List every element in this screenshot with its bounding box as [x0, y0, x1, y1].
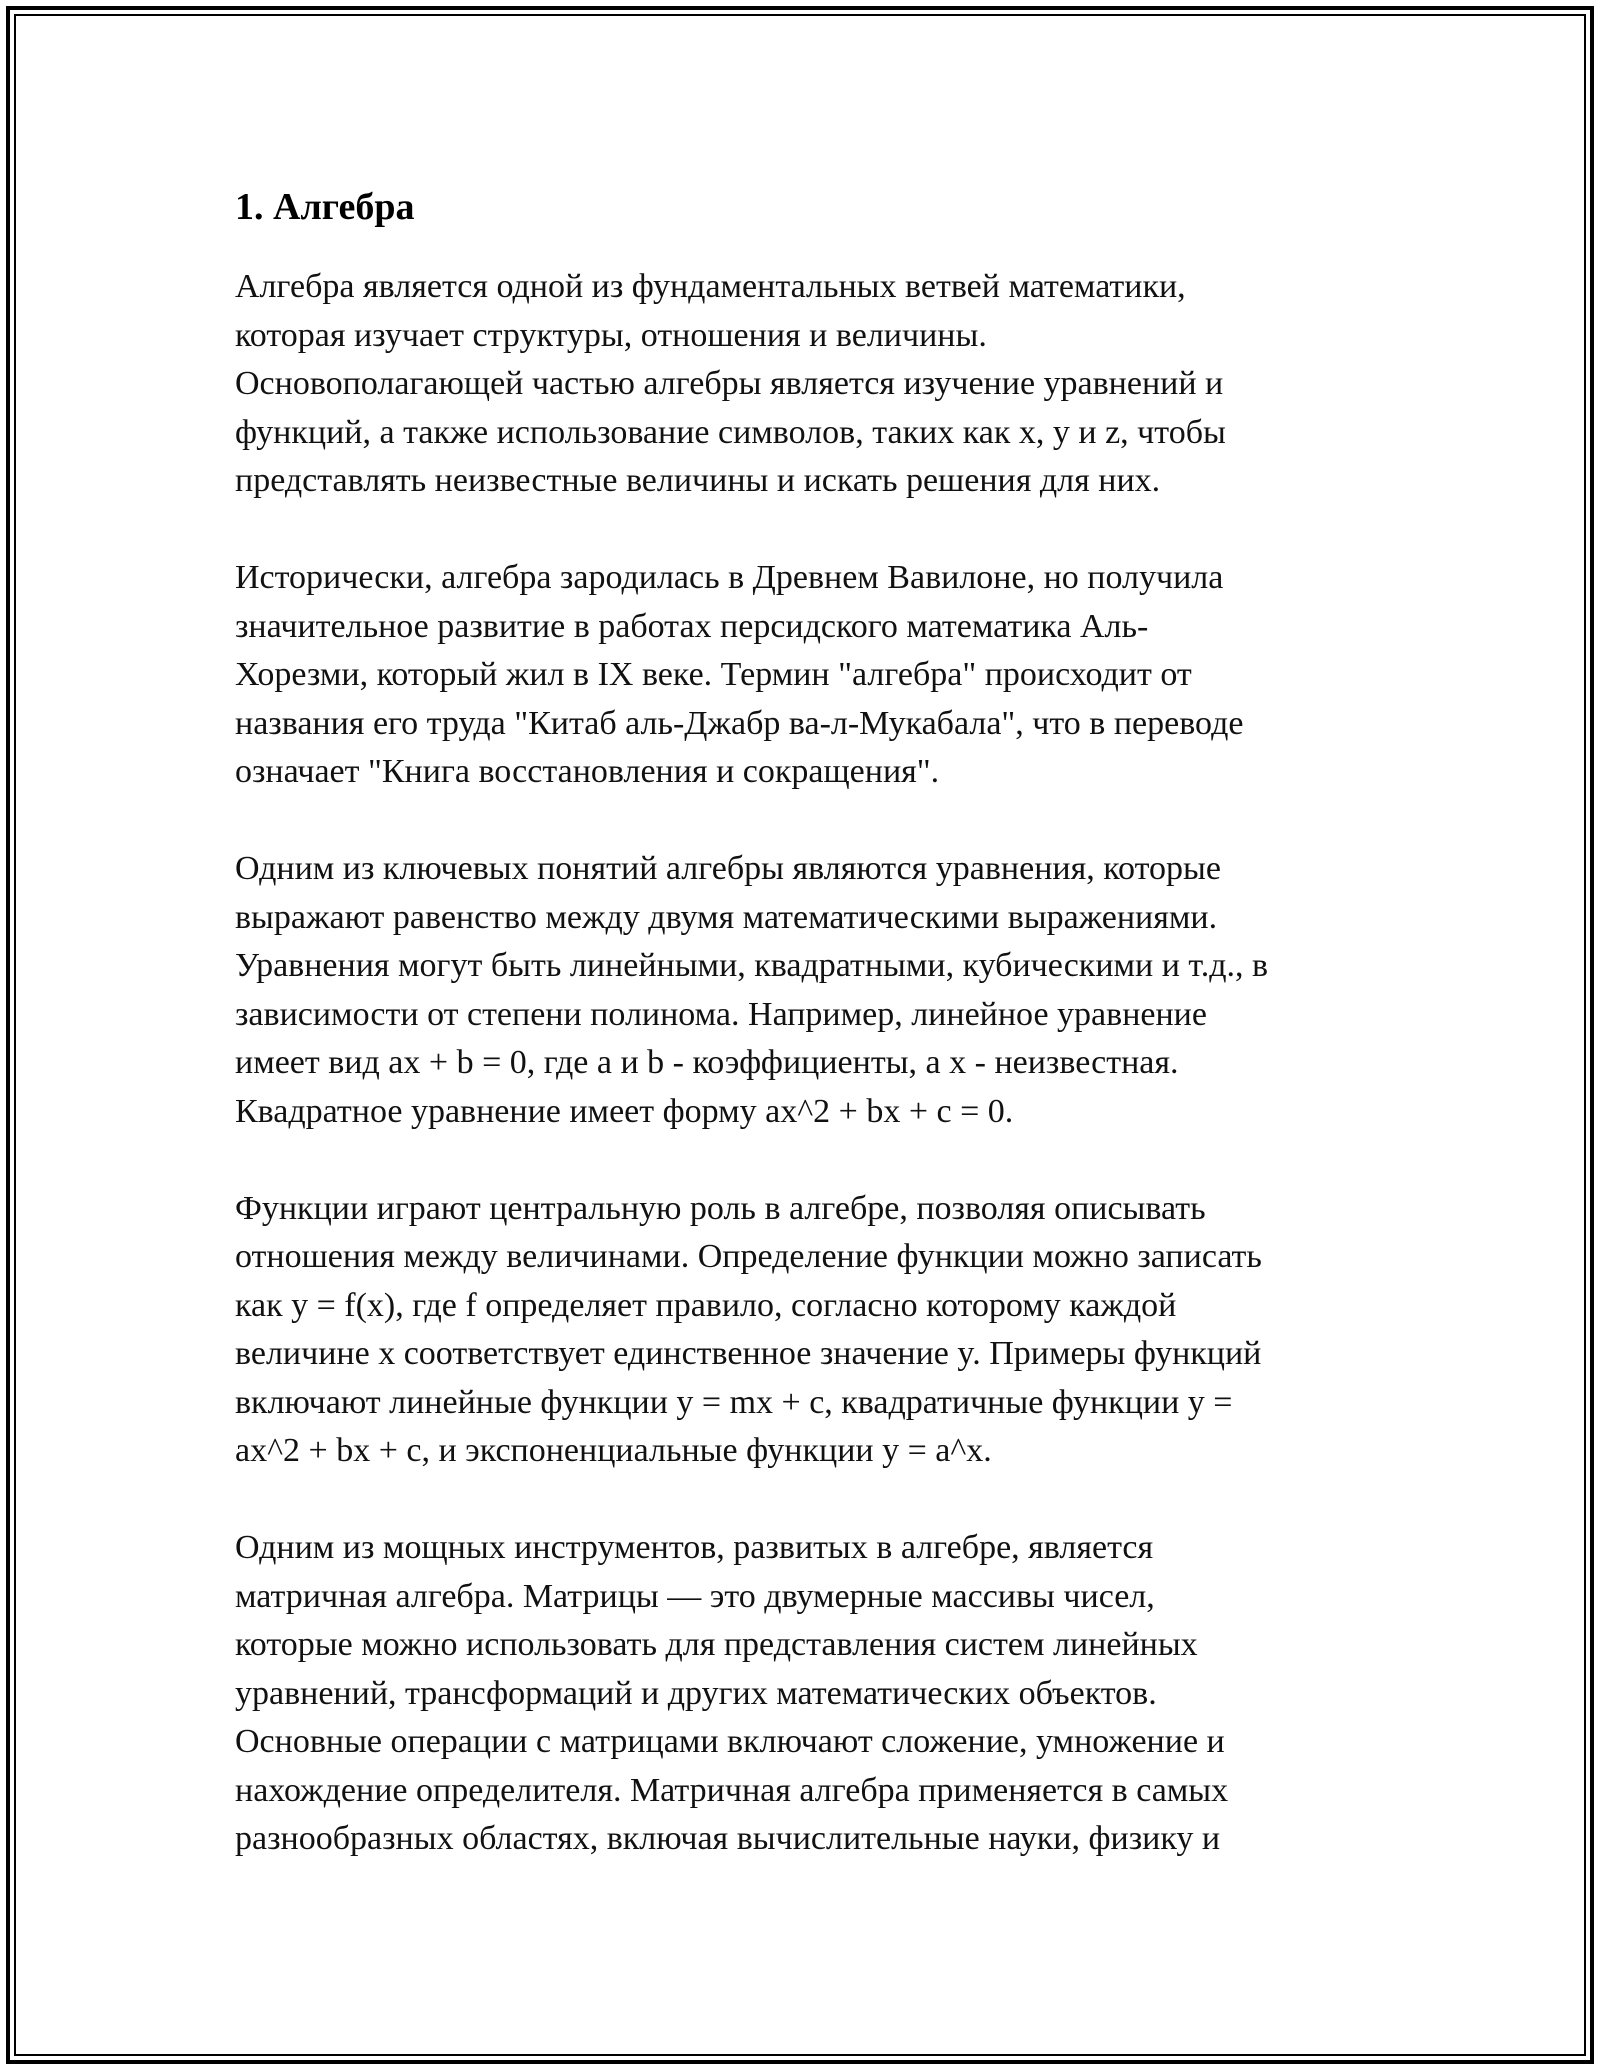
paragraph-line: Квадратное уравнение имеет форму ax^2 + bx + c = 0. [235, 1092, 1014, 1130]
paragraph-line: Функции играют центральную роль в алгебре, позволяя описывать [235, 1189, 1206, 1227]
document-body [235, 183, 1375, 1864]
paragraph-line: Алгебра является одной из фундаментальных ветвей математики, [235, 268, 1186, 305]
paragraph-line: ax^2 + bx + c, и экспоненциальные функции y = a^x. [235, 1432, 992, 1469]
paragraph-line: уравнений, трансформаций и других математических объектов. [235, 1674, 1157, 1712]
paragraph-line: отношения между величинами. Определение функции можно записать [235, 1238, 1262, 1275]
paragraph-line: Основополагающей частью алгебры является изучение уравнений и [235, 365, 1224, 402]
paragraph-line: матричная алгебра. Матрицы — это двумерные массивы чисел, [235, 1577, 1155, 1615]
paragraph [235, 263, 1375, 506]
paragraph-line: которая изучает структуры, отношения и величины. [235, 316, 987, 354]
paragraph-line: величине x соответствует единственное значение y. Примеры функций [235, 1335, 1262, 1372]
paragraph [235, 1524, 1375, 1864]
paragraph-line: функций, а также использование символов, таких как x, y и z, чтобы [235, 413, 1226, 451]
paragraph-line: Уравнения могут быть линейными, квадратными, кубическими и т.д., в [235, 947, 1269, 984]
paragraph-line: зависимости от степени полинома. Например, линейное уравнение [235, 995, 1207, 1033]
paragraph-line: Одним из ключевых понятий алгебры являются уравнения, которые [235, 850, 1221, 887]
paragraph-line: Основные операции с матрицами включают сложение, умножение и [235, 1723, 1225, 1760]
paragraph-line: Исторически, алгебра зародилась в Древнем Вавилоне, но получила [235, 559, 1224, 596]
paragraph-line: разнообразных областях, включая вычислительные науки, физику и [235, 1820, 1221, 1857]
paragraph [235, 554, 1375, 797]
paragraph [235, 845, 1375, 1136]
paragraph-line: Одним из мощных инструментов, развитых в алгебре, является [235, 1529, 1154, 1566]
paragraph-line: имеет вид ax + b = 0, где a и b - коэффициенты, а x - неизвестная. [235, 1044, 1179, 1081]
paragraph-line: представлять неизвестные величины и искать решения для них. [235, 462, 1161, 499]
paragraph-line: Хорезми, который жил в IX веке. Термин "алгебра" происходит от [235, 656, 1192, 693]
paragraph-line: которые можно использовать для представления систем линейных [235, 1626, 1198, 1663]
paragraph-line: означает "Книга восстановления и сокращения". [235, 753, 940, 790]
paragraph-line: выражают равенство между двумя математическими выражениями. [235, 898, 1218, 936]
paragraph-line: названия его труда "Китаб аль-Джабр ва-л-Мукабала", что в переводе [235, 704, 1244, 742]
paragraph-list [235, 263, 1375, 1864]
paragraph [235, 1185, 1375, 1476]
paragraph-line: включают линейные функции y = mx + c, квадратичные функции y = [235, 1383, 1233, 1421]
paragraph-line: нахождение определителя. Матричная алгебра применяется в самых [235, 1771, 1229, 1809]
paragraph-line: как y = f(x), где f определяет правило, согласно которому каждой [235, 1286, 1177, 1324]
paragraph-line: значительное развитие в работах персидского математика Аль- [235, 607, 1149, 645]
section-title: 1. Алгебра [235, 186, 415, 228]
